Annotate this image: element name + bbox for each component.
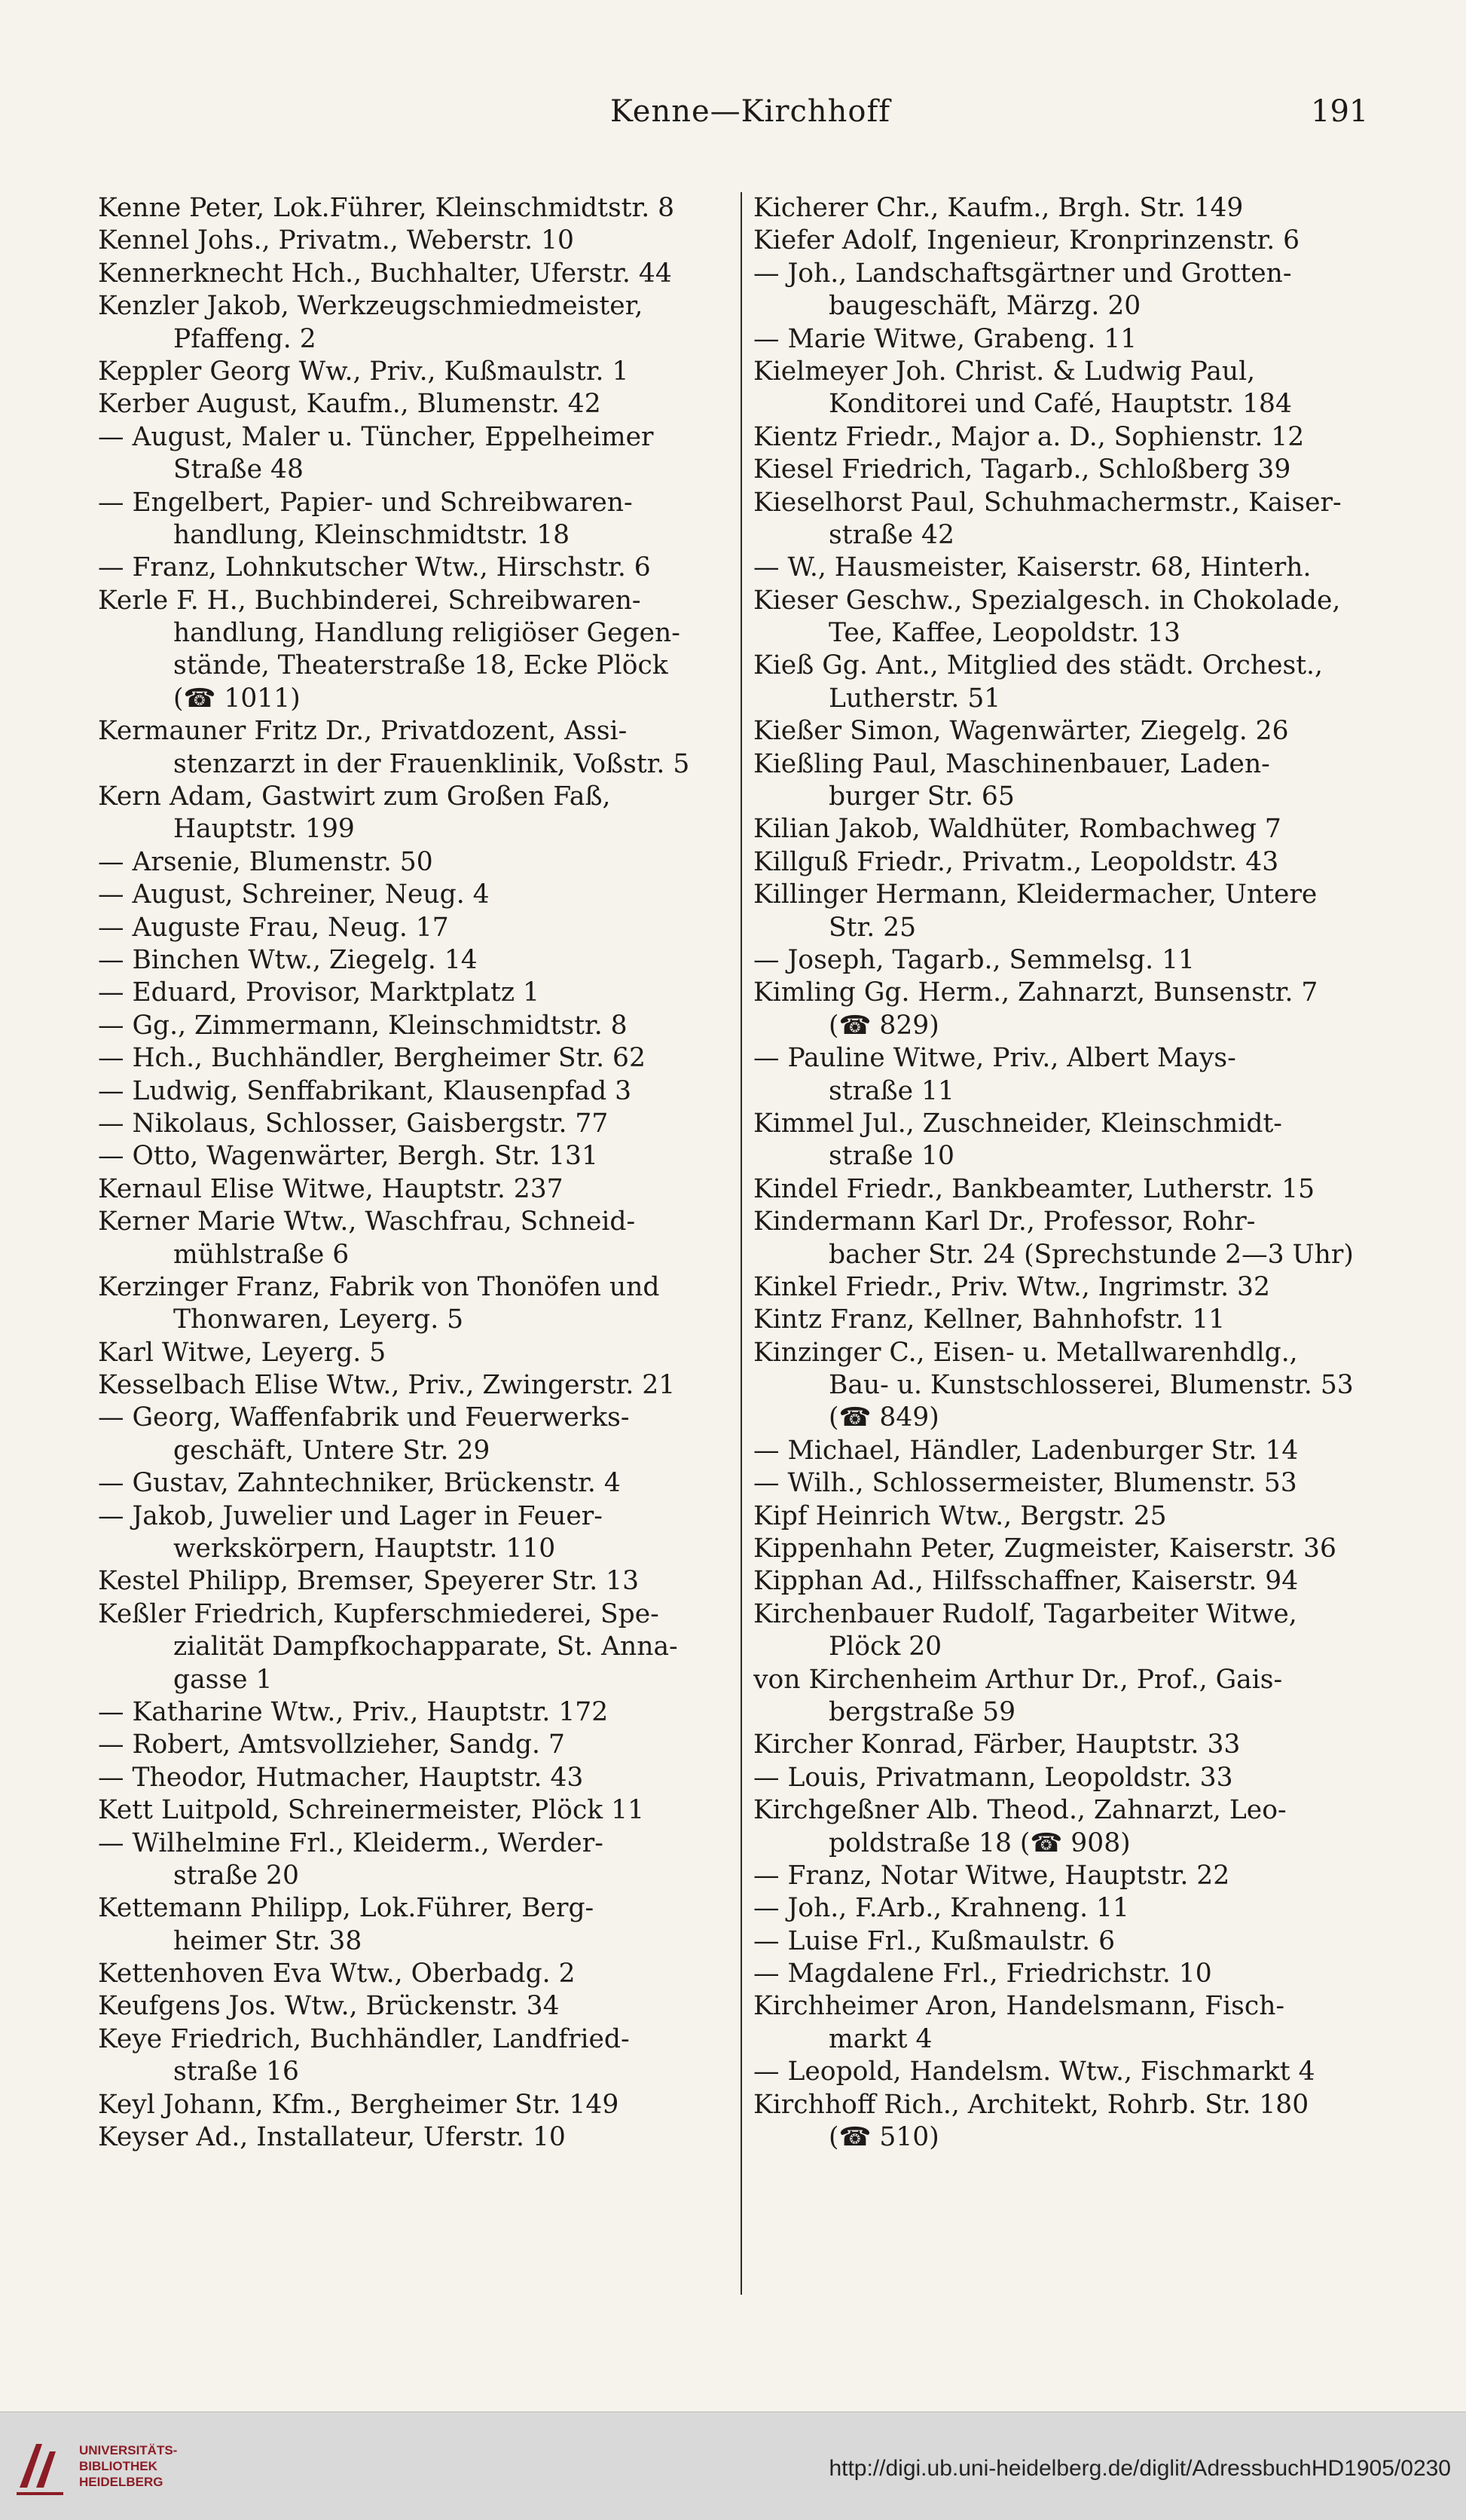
- entry-line: Kirchenbauer Rudolf, Tagarbeiter Witwe,: [753, 1598, 1297, 1629]
- directory-entry: [753, 1892, 1371, 1925]
- entry-line: — Engelbert, Papier- und Schreibwaren-: [98, 487, 633, 518]
- directory-entry: [753, 944, 1371, 977]
- entry-line: — Joh., Landschaftsgärtner und Grotten-: [753, 258, 1292, 289]
- entry-line: Kilian Jakob, Waldhüter, Rombachweg 7: [753, 814, 1281, 845]
- directory-entry: [753, 748, 1371, 814]
- entry-continuation-line: poldstraße 18 (☎ 908): [829, 1827, 1131, 1858]
- directory-entry: [98, 1337, 731, 1369]
- entry-line: Kern Adam, Gastwirt zum Großen Faß,: [98, 781, 611, 812]
- directory-entry: [753, 356, 1371, 421]
- directory-column-left: [98, 192, 731, 2154]
- directory-entry: [98, 1729, 731, 1761]
- entry-line: — Katharine Wtw., Priv., Hauptstr. 172: [98, 1696, 609, 1727]
- entry-line: Kenne Peter, Lok.Führer, Kleinschmidtstr. 8: [98, 193, 675, 223]
- page-header: [0, 94, 1466, 139]
- entry-continuation-line: (☎ 849): [829, 1402, 939, 1433]
- entry-continuation-line: Str. 25: [829, 912, 917, 943]
- entry-continuation-line: heimer Str. 38: [173, 1925, 362, 1956]
- entry-line: Keppler Georg Ww., Priv., Kußmaulstr. 1: [98, 356, 629, 387]
- logo-line: HEIDELBERG: [79, 2475, 163, 2489]
- directory-entry: [98, 1467, 731, 1500]
- directory-entry: [98, 225, 731, 257]
- directory-entry: [753, 1304, 1371, 1336]
- directory-entry: [753, 977, 1371, 1042]
- entry-line: — Franz, Notar Witwe, Hauptstr. 22: [753, 1860, 1230, 1891]
- entry-line: Kerber August, Kaufm., Blumenstr. 42: [98, 389, 601, 420]
- entry-line: Kießer Simon, Wagenwärter, Ziegelg. 26: [753, 716, 1289, 747]
- entry-continuation-line: Thonwaren, Leyerg. 5: [173, 1304, 464, 1335]
- entry-continuation-line: bacher Str. 24 (Sprechstunde 2—3 Uhr): [829, 1239, 1354, 1270]
- entry-line: Kerzinger Franz, Fabrik von Thonöfen und: [98, 1271, 660, 1302]
- entry-continuation-line: straße 10: [829, 1141, 954, 1172]
- entry-line: Kirchhoff Rich., Architekt, Rohrb. Str. 180: [753, 2089, 1309, 2120]
- entry-line: — Nikolaus, Schlosser, Gaisbergstr. 77: [98, 1108, 609, 1139]
- directory-entry: [98, 1565, 731, 1598]
- entry-line: — Gustav, Zahntechniker, Brückenstr. 4: [98, 1468, 621, 1499]
- directory-entry: [753, 813, 1371, 846]
- directory-entry: [753, 1794, 1371, 1860]
- entry-continuation-line: handlung, Handlung religiöser Gegen-: [173, 618, 680, 649]
- directory-entry: [753, 650, 1371, 715]
- directory-entry: [98, 552, 731, 584]
- entry-line: Kipf Heinrich Wtw., Bergstr. 25: [753, 1500, 1167, 1531]
- running-head: Kenne—Kirchhoff: [610, 94, 891, 129]
- entry-continuation-line: baugeschäft, Märzg. 20: [829, 291, 1141, 322]
- entry-line: — Hch., Buchhändler, Bergheimer Str. 62: [98, 1043, 646, 1074]
- directory-entry: [753, 1173, 1371, 1206]
- entry-line: Keyser Ad., Installateur, Uferstr. 10: [98, 2122, 566, 2153]
- entry-line: — Joh., F.Arb., Krahneng. 11: [753, 1893, 1129, 1924]
- entry-continuation-line: Pfaffeng. 2: [173, 323, 316, 354]
- entry-line: — Wilh., Schlossermeister, Blumenstr. 53: [753, 1468, 1297, 1499]
- entry-line: — Georg, Waffenfabrik und Feuerwerks-: [98, 1402, 630, 1433]
- page-number: 191: [1311, 94, 1369, 129]
- directory-entry: [753, 715, 1371, 748]
- entry-line: — Arsenie, Blumenstr. 50: [98, 846, 433, 877]
- entry-continuation-line: Bau- u. Kunstschlosserei, Blumenstr. 53: [829, 1370, 1354, 1401]
- directory-entry: [753, 421, 1371, 454]
- directory-entry: [98, 912, 731, 944]
- entry-line: — Michael, Händler, Ladenburger Str. 14: [753, 1435, 1299, 1466]
- entry-line: Kett Luitpold, Schreinermeister, Plöck 11: [98, 1795, 645, 1826]
- directory-entry: [98, 421, 731, 487]
- directory-entry: [98, 1075, 731, 1108]
- entry-continuation-line: bergstraße 59: [829, 1696, 1016, 1727]
- entry-line: Kettenhoven Eva Wtw., Oberbadg. 2: [98, 1959, 576, 1989]
- directory-entry: [753, 1729, 1371, 1761]
- directory-entry: [98, 1696, 731, 1729]
- entry-continuation-line: handlung, Kleinschmidtstr. 18: [173, 519, 570, 550]
- entry-line: Kientz Friedr., Major a. D., Sophienstr. 12: [753, 421, 1305, 452]
- directory-entry: [753, 258, 1371, 323]
- directory-entry: [753, 1958, 1371, 1990]
- entry-line: Kerner Marie Wtw., Waschfrau, Schneid-: [98, 1206, 636, 1237]
- entry-line: Kielmeyer Joh. Christ. & Ludwig Paul,: [753, 356, 1256, 387]
- entry-line: — Franz, Lohnkutscher Wtw., Hirschstr. 6: [98, 552, 651, 583]
- directory-entry: [98, 356, 731, 388]
- entry-line: Kircher Konrad, Färber, Hauptstr. 33: [753, 1729, 1241, 1760]
- directory-entry: [753, 1598, 1371, 1664]
- entry-line: — W., Hausmeister, Kaiserstr. 68, Hinterh.: [753, 552, 1312, 583]
- entry-line: Kerle F. H., Buchbinderei, Schreibwaren-: [98, 585, 641, 616]
- directory-entry: [753, 1762, 1371, 1794]
- entry-line: Kennel Johs., Privatm., Weberstr. 10: [98, 225, 574, 256]
- directory-entry: [98, 1958, 731, 1990]
- directory-entry: [98, 2121, 731, 2154]
- directory-entry: [98, 1598, 731, 1696]
- entry-continuation-line: (☎ 1011): [173, 683, 301, 714]
- entry-line: Kettemann Philipp, Lok.Führer, Berg-: [98, 1893, 594, 1924]
- entry-continuation-line: (☎ 829): [829, 1010, 939, 1041]
- directory-entry: [753, 1271, 1371, 1304]
- entry-line: — August, Schreiner, Neug. 4: [98, 879, 490, 910]
- entry-continuation-line: markt 4: [829, 2023, 933, 2054]
- directory-column-right: [753, 192, 1371, 2154]
- entry-line: Kenzler Jakob, Werkzeugschmiedmeister,: [98, 291, 643, 322]
- entry-line: von Kirchenheim Arthur Dr., Prof., Gais-: [753, 1664, 1283, 1695]
- entry-continuation-line: (☎ 510): [829, 2122, 939, 2153]
- entry-line: Kiesel Friedrich, Tagarb., Schloßberg 39: [753, 454, 1291, 485]
- entry-continuation-line: mühlstraße 6: [173, 1239, 350, 1270]
- entry-continuation-line: gasse 1: [173, 1664, 273, 1695]
- directory-entry: [98, 1042, 731, 1075]
- entry-line: — Wilhelmine Frl., Kleiderm., Werder-: [98, 1827, 603, 1858]
- entry-line: — Auguste Frau, Neug. 17: [98, 912, 449, 943]
- directory-entry: [753, 1467, 1371, 1500]
- entry-continuation-line: straße 20: [173, 1860, 299, 1891]
- directory-entry: [98, 846, 731, 879]
- directory-entry: [753, 1042, 1371, 1108]
- directory-entry: [98, 2089, 731, 2121]
- entry-line: Kirchgeßner Alb. Theod., Zahnarzt, Leo-: [753, 1795, 1287, 1826]
- directory-entry: [753, 1435, 1371, 1467]
- entry-line: — August, Maler u. Tüncher, Eppelheimer: [98, 421, 654, 452]
- directory-entry: [753, 487, 1371, 552]
- directory-entry: [98, 781, 731, 846]
- entry-line: — Gg., Zimmermann, Kleinschmidtstr. 8: [98, 1010, 628, 1041]
- directory-entry: [98, 487, 731, 552]
- entry-continuation-line: geschäft, Untere Str. 29: [173, 1435, 490, 1466]
- directory-entry: [98, 879, 731, 911]
- directory-entry: [753, 585, 1371, 650]
- directory-entry: [753, 1565, 1371, 1598]
- entry-continuation-line: stände, Theaterstraße 18, Ecke Plöck: [173, 650, 668, 681]
- entry-line: — Binchen Wtw., Ziegelg. 14: [98, 944, 478, 975]
- directory-entry: [753, 846, 1371, 879]
- entry-line: Kintz Franz, Kellner, Bahnhofstr. 11: [753, 1304, 1226, 1335]
- directory-entry: [753, 552, 1371, 584]
- entry-line: Keufgens Jos. Wtw., Brückenstr. 34: [98, 1991, 560, 2022]
- entry-line: Kindel Friedr., Bankbeamter, Lutherstr. 15: [753, 1173, 1315, 1204]
- directory-entry: [98, 1762, 731, 1794]
- entry-line: Kernaul Elise Witwe, Hauptstr. 237: [98, 1173, 563, 1204]
- entry-line: — Marie Witwe, Grabeng. 11: [753, 323, 1138, 354]
- directory-entry: [98, 388, 731, 421]
- entry-continuation-line: burger Str. 65: [829, 781, 1015, 812]
- directory-entry: [98, 192, 731, 225]
- directory-entry: [753, 1500, 1371, 1533]
- entry-line: Kießling Paul, Maschinenbauer, Laden-: [753, 748, 1270, 779]
- directory-entry: [753, 323, 1371, 356]
- directory-entry: [98, 1990, 731, 2023]
- entry-continuation-line: Lutherstr. 51: [829, 683, 1001, 714]
- entry-line: Kirchheimer Aron, Handelsmann, Fisch-: [753, 1991, 1285, 2022]
- entry-line: Killguß Friedr., Privatm., Leopoldstr. 43: [753, 846, 1279, 877]
- directory-entry: [98, 1010, 731, 1042]
- entry-line: — Joseph, Tagarb., Semmelsg. 11: [753, 944, 1196, 975]
- entry-line: Keyl Johann, Kfm., Bergheimer Str. 149: [98, 2089, 619, 2120]
- library-logo-text: [79, 2442, 177, 2490]
- entry-continuation-line: straße 16: [173, 2057, 299, 2087]
- directory-entry: [98, 290, 731, 356]
- viewer-footer: [0, 2411, 1466, 2520]
- entry-line: — Louis, Privatmann, Leopoldstr. 33: [753, 1762, 1233, 1793]
- directory-entry: [98, 585, 731, 716]
- entry-continuation-line: stenzarzt in der Frauenklinik, Voßstr. 5: [173, 748, 690, 779]
- directory-entry: [98, 2023, 731, 2089]
- entry-continuation-line: straße 11: [829, 1075, 954, 1106]
- entry-line: Killinger Hermann, Kleidermacher, Untere: [753, 879, 1318, 910]
- entry-continuation-line: Straße 48: [173, 454, 304, 485]
- directory-entry: [98, 944, 731, 977]
- entry-line: — Leopold, Handelsm. Wtw., Fischmarkt 4: [753, 2057, 1315, 2087]
- directory-entry: [753, 192, 1371, 225]
- directory-entry: [98, 258, 731, 290]
- entry-line: Kesselbach Elise Wtw., Priv., Zwingerstr. 21: [98, 1370, 676, 1401]
- directory-entry: [98, 715, 731, 781]
- entry-line: — Luise Frl., Kußmaulstr. 6: [753, 1925, 1116, 1956]
- directory-entry: [98, 1500, 731, 1566]
- entry-line: — Robert, Amtsvollzieher, Sandg. 7: [98, 1729, 565, 1760]
- entry-line: Kieser Geschw., Spezialgesch. in Chokolade,: [753, 585, 1341, 616]
- directory-entry: [753, 1925, 1371, 1958]
- directory-entry: [753, 2056, 1371, 2088]
- entry-line: Kinkel Friedr., Priv. Wtw., Ingrimstr. 32: [753, 1271, 1270, 1302]
- entry-line: — Otto, Wagenwärter, Bergh. Str. 131: [98, 1141, 598, 1172]
- entry-line: Kestel Philipp, Bremser, Speyerer Str. 13: [98, 1566, 640, 1597]
- directory-entry: [98, 977, 731, 1009]
- source-url-link[interactable]: http://digi.ub.uni-heidelberg.de/diglit/AdressbuchHD1905/0230: [829, 2456, 1451, 2481]
- logo-line: BIBLIOTHEK: [79, 2459, 157, 2473]
- directory-entry: [753, 879, 1371, 944]
- directory-entry: [753, 1664, 1371, 1729]
- entry-line: Kicherer Chr., Kaufm., Brgh. Str. 149: [753, 193, 1244, 223]
- entry-line: Karl Witwe, Leyerg. 5: [98, 1337, 386, 1368]
- entry-line: Kipphan Ad., Hilfsschaffner, Kaiserstr. 94: [753, 1566, 1299, 1597]
- directory-entry: [753, 1206, 1371, 1271]
- logo-line: UNIVERSITÄTS-: [79, 2443, 178, 2457]
- column-divider: [741, 192, 742, 2295]
- directory-entry: [98, 1271, 731, 1337]
- entry-line: Kieselhorst Paul, Schuhmachermstr., Kaiser-: [753, 487, 1342, 518]
- directory-entry: [753, 1533, 1371, 1565]
- entry-continuation-line: Plöck 20: [829, 1632, 942, 1662]
- entry-continuation-line: Tee, Kaffee, Leopoldstr. 13: [829, 618, 1180, 649]
- entry-line: Keßler Friedrich, Kupferschmiederei, Spe-: [98, 1598, 659, 1629]
- entry-continuation-line: werkskörpern, Hauptstr. 110: [173, 1534, 556, 1564]
- university-logo-icon: [14, 2435, 68, 2497]
- entry-line: Keye Friedrich, Buchhändler, Landfried-: [98, 2023, 630, 2054]
- entry-line: Kimmel Jul., Zuschneider, Kleinschmidt-: [753, 1108, 1282, 1139]
- entry-line: — Jakob, Juwelier und Lager in Feuer-: [98, 1500, 603, 1531]
- entry-line: — Magdalene Frl., Friedrichstr. 10: [753, 1959, 1212, 1989]
- directory-entry: [753, 454, 1371, 486]
- directory-entry: [98, 1140, 731, 1173]
- directory-entry: [753, 1990, 1371, 2056]
- entry-continuation-line: straße 42: [829, 519, 954, 550]
- entry-line: Kimling Gg. Herm., Zahnarzt, Bunsenstr. 7: [753, 977, 1318, 1008]
- entry-line: Kermauner Fritz Dr., Privatdozent, Assi-: [98, 716, 628, 747]
- directory-entry: [98, 1892, 731, 1958]
- entry-continuation-line: zialität Dampfkochapparate, St. Anna-: [173, 1632, 678, 1662]
- directory-entry: [98, 1173, 731, 1206]
- entry-line: Kieß Gg. Ant., Mitglied des städt. Orchest.,: [753, 650, 1323, 681]
- entry-line: — Pauline Witwe, Priv., Albert Mays-: [753, 1043, 1236, 1074]
- directory-entry: [753, 1860, 1371, 1892]
- entry-line: Kiefer Adolf, Ingenieur, Kronprinzenstr. 6: [753, 225, 1300, 256]
- directory-entry: [98, 1108, 731, 1140]
- directory-entry: [753, 1108, 1371, 1173]
- entry-line: Kindermann Karl Dr., Professor, Rohr-: [753, 1206, 1256, 1237]
- directory-entry: [753, 225, 1371, 257]
- entry-line: Kippenhahn Peter, Zugmeister, Kaiserstr. 36: [753, 1534, 1336, 1564]
- directory-entry: [753, 2089, 1371, 2155]
- entry-line: — Eduard, Provisor, Marktplatz 1: [98, 977, 539, 1008]
- directory-entry: [98, 1827, 731, 1893]
- directory-entry: [98, 1794, 731, 1827]
- directory-entry: [98, 1402, 731, 1467]
- entry-line: Kinzinger C., Eisen- u. Metallwarenhdlg.,: [753, 1337, 1298, 1368]
- entry-line: — Theodor, Hutmacher, Hauptstr. 43: [98, 1762, 584, 1793]
- entry-line: Kennerknecht Hch., Buchhalter, Uferstr. 44: [98, 258, 672, 289]
- entry-line: — Ludwig, Senffabrikant, Klausenpfad 3: [98, 1075, 632, 1106]
- directory-entry: [98, 1206, 731, 1271]
- directory-entry: [753, 1337, 1371, 1435]
- entry-continuation-line: Konditorei und Café, Hauptstr. 184: [829, 389, 1292, 420]
- directory-entry: [98, 1369, 731, 1402]
- entry-continuation-line: Hauptstr. 199: [173, 814, 355, 845]
